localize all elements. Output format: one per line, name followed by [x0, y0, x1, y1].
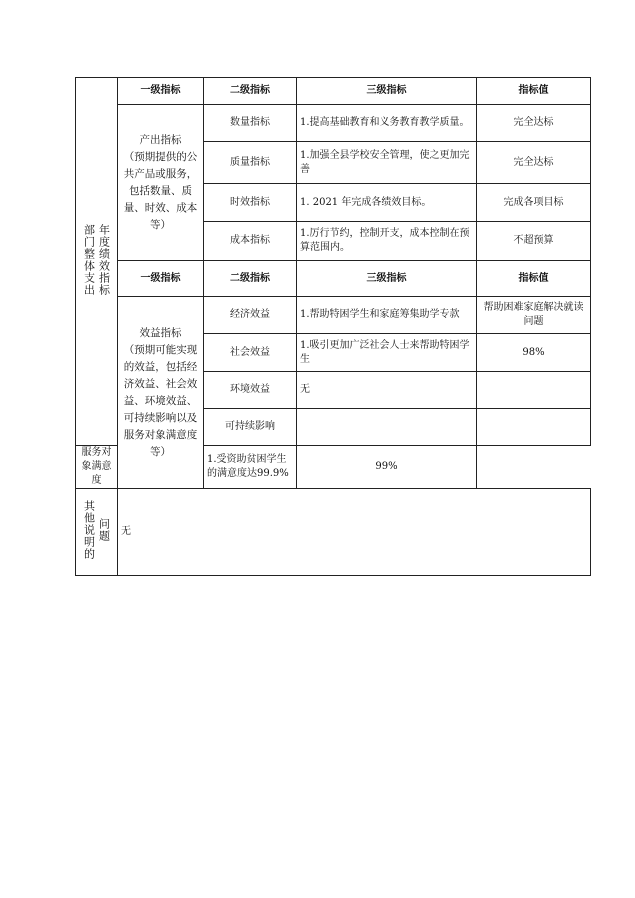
- benefit-level2: 可持续影响: [204, 409, 297, 446]
- benefit-level3: 1.吸引更加广泛社会人士来帮助特困学生: [297, 334, 477, 372]
- header-row-benefit: [76, 261, 591, 297]
- benefit-indicator-desc: （预期可能实现的效益，包括经济效益、社会效益、环境效益、可持续影响以及服务对象满意度等）: [123, 343, 198, 458]
- table-row: [76, 297, 591, 334]
- output-level2: 成本指标: [204, 222, 297, 261]
- benefit-level3: 1.受资助贫困学生的满意度达99.9%: [204, 446, 297, 489]
- header-level2: 二级指标: [204, 261, 297, 297]
- output-value: 完全达标: [477, 142, 591, 184]
- benefit-level2: 环境效益: [204, 372, 297, 409]
- side-label-col1: 年度绩效指标: [97, 223, 111, 296]
- benefit-level2: 经济效益: [204, 297, 297, 334]
- header-level3: 三级指标: [297, 78, 477, 105]
- header-value: 指标值: [477, 78, 591, 105]
- output-indicator-label: 产出指标: [139, 133, 182, 146]
- other-notes-row: [76, 489, 591, 576]
- header-level1: 一级指标: [118, 78, 204, 105]
- output-level3: 1.厉行节约，控制开支，成本控制在预算范围内。: [297, 222, 477, 261]
- other-label-col1: 问题: [97, 518, 111, 542]
- header-level1: 一级指标: [118, 261, 204, 297]
- header-level3: 三级指标: [297, 261, 477, 297]
- performance-indicator-table: [75, 77, 591, 576]
- output-level2: 数量指标: [204, 105, 297, 142]
- output-level2: 时效指标: [204, 184, 297, 222]
- benefit-value: 帮助困难家庭解决就读问题: [477, 297, 591, 334]
- benefit-level2: 社会效益: [204, 334, 297, 372]
- benefit-indicator-label: 效益指标: [139, 326, 182, 339]
- header-value: 指标值: [477, 261, 591, 297]
- output-level2: 质量指标: [204, 142, 297, 184]
- output-level3: 1.提高基础教育和义务教育教学质量。: [297, 105, 477, 142]
- benefit-value: 98%: [477, 334, 591, 372]
- other-label-col2: 其他说明的: [82, 500, 96, 560]
- benefit-level3: 1.帮助特困学生和家庭筹集助学专款: [297, 297, 477, 334]
- output-indicator-cell: [118, 105, 204, 261]
- output-value: 不超预算: [477, 222, 591, 261]
- header-level2: 二级指标: [204, 78, 297, 105]
- benefit-value: [477, 409, 591, 446]
- benefit-level2: 服务对象满意度: [76, 446, 118, 489]
- output-level3: 1.加强全县学校安全管理，使之更加完善: [297, 142, 477, 184]
- side-label-col2: 部门整体支出: [82, 223, 96, 296]
- benefit-indicator-cell: [118, 297, 204, 489]
- benefit-value: 99%: [297, 446, 477, 489]
- table-row: [76, 105, 591, 142]
- indicator-table-wrapper: [75, 77, 590, 576]
- benefit-value: [477, 372, 591, 409]
- output-indicator-desc: （预期提供的公共产品或服务，包括数量、质量、时效、成本等）: [123, 150, 198, 231]
- other-notes-content: 无: [118, 489, 591, 576]
- output-level3: 1. 2021 年完成各绩效目标。: [297, 184, 477, 222]
- benefit-level3: [297, 409, 477, 446]
- annual-performance-side-label: [76, 78, 118, 446]
- header-row-output: [76, 78, 591, 105]
- output-value: 完全达标: [477, 105, 591, 142]
- other-notes-side-label: [76, 489, 118, 576]
- output-value: 完成各项目标: [477, 184, 591, 222]
- benefit-level3: 无: [297, 372, 477, 409]
